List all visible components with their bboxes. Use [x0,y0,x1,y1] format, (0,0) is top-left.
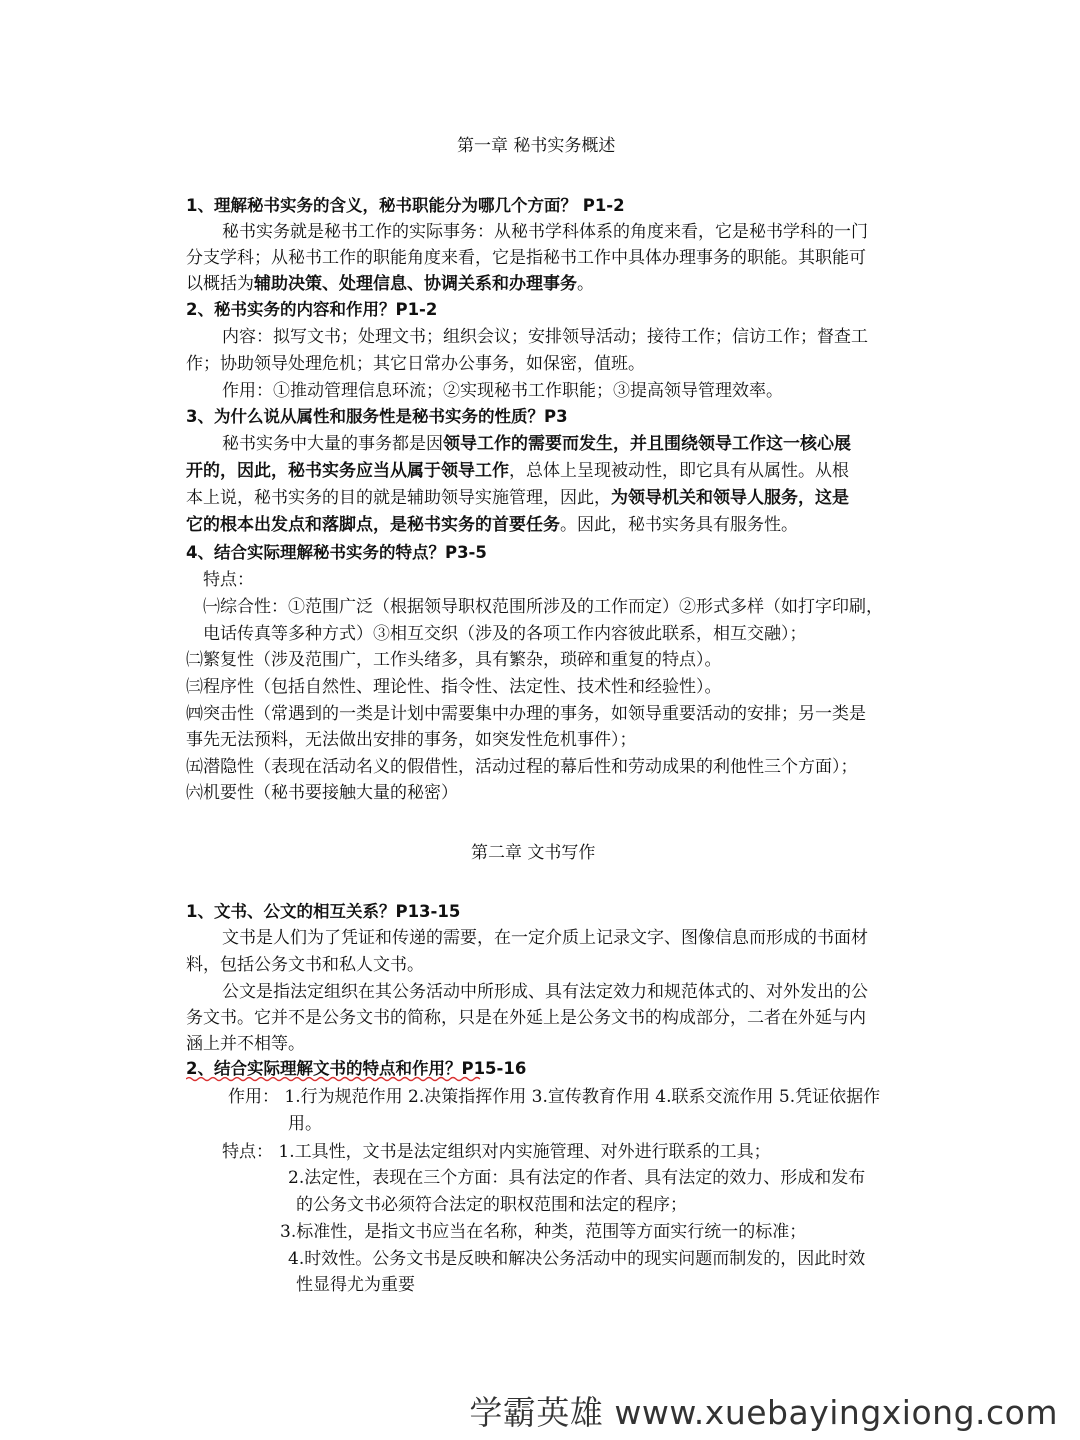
ch2-q2-text: 2.法定性，表现在三个方面：具有法定的作者、具有法定的效力、形成和发布 [288,1168,866,1188]
ch2-q1-text: 涵上并不相等。 [186,1034,305,1054]
ch1-q1-text: 秘书实务就是秘书工作的实际事务：从秘书学科体系的角度来看，它是秘书学科的一门 [222,222,868,242]
ch1-q4-text: ㈣突击性（常遇到的一类是计划中需要集中办理的事务，如领导重要活动的安排；另一类是 [186,704,866,724]
ch2-q2-text: 3.标准性，是指文书应当在名称，种类，范围等方面实行统一的标准； [280,1222,807,1242]
ch2-q2-text: 作用： 1.行为规范作用 2.决策指挥作用 3.宣传教育作用 4.联系交流作用 5.凭证依据作 [228,1087,881,1107]
ch1-q4-text: ㈤潜隐性（表现在活动名义的假借性，活动过程的幕后性和劳动成果的利他性三个方面）； [186,757,858,777]
ch2-q2-heading: 2、结合实际理解文书的特点和作用？P15-16 [186,1059,527,1078]
ch1-q3-text: 开的，因此，秘书实务应当从属于领导工作，总体上呈现被动性，即它具有从属性。从根 [186,461,849,481]
ch2-q2-text: 用。 [288,1114,322,1134]
ch1-q1-text: 分支学科；从秘书工作的职能角度来看，它是指秘书工作中具体办理事务的职能。其职能可 [186,248,866,268]
ch1-q2-heading: 2、秘书实务的内容和作用？P1-2 [186,300,438,319]
ch1-q3-heading: 3、为什么说从属性和服务性是秘书实务的性质？P3 [186,407,568,426]
ch1-q4-text: 事先无法预料，无法做出安排的事务，如突发性危机事件）； [186,730,637,750]
spellcheck-squiggle [186,1076,484,1082]
ch1-q3-text: 秘书实务中大量的事务都是因领导工作的需要而发生，并且围绕领导工作这一核心展 [222,434,851,454]
ch2-q2-text: 的公务文书必须符合法定的职权范围和法定的程序； [296,1195,687,1215]
ch1-q4-text: 特点： [203,570,254,590]
ch2-q2-text: 4.时效性。公务文书是反映和解决公务活动中的现实问题而制发的，因此时效 [288,1249,866,1269]
chapter1-title: 第一章 秘书实务概述 [457,136,616,156]
ch1-q1-text: 以概括为辅助决策、处理信息、协调关系和办理事务。 [186,274,594,294]
watermark: 学霸英雄 www.xuebayingxiong.com [469,1393,1058,1432]
ch1-q1-heading: 1、理解秘书实务的含义，秘书职能分为哪几个方面？ P1-2 [186,196,625,215]
ch2-q1-text: 文书是人们为了凭证和传递的需要，在一定介质上记录文字、图像信息而形成的书面材 [222,928,868,948]
ch1-q3-text: 本上说，秘书实务的目的就是辅助领导实施管理，因此，为领导机关和领导人服务，这是 [186,488,849,508]
ch2-q1-heading: 1、文书、公文的相互关系？P13-15 [186,902,461,921]
ch1-q2-text: 作；协助领导处理危机；其它日常办公事务，如保密，值班。 [186,354,645,374]
ch2-q1-text: 公文是指法定组织在其公务活动中所形成、具有法定效力和规范体式的、对外发出的公 [222,982,868,1002]
ch1-q2-text: 内容：拟写文书；处理文书；组织会议；安排领导活动；接待工作；信访工作；督查工 [222,327,868,347]
ch1-q4-heading: 4、结合实际理解秘书实务的特点？P3-5 [186,543,487,562]
ch1-q4-text: ㈢程序性（包括自然性、理论性、指令性、法定性、技术性和经验性）。 [186,677,722,697]
ch1-q2-text: 作用：①推动管理信息环流；②实现秘书工作职能；③提高领导管理效率。 [222,381,783,401]
chapter2-title: 第二章 文书写作 [471,843,596,863]
ch1-q4-text: ㈡繁复性（涉及范围广，工作头绪多，具有繁杂，琐碎和重复的特点）。 [186,650,722,670]
ch2-q1-text: 料，包括公务文书和私人文书。 [186,955,424,975]
ch2-q2-text: 性显得尤为重要 [296,1275,415,1295]
ch2-q1-text: 务文书。它并不是公务文书的简称，只是在外延上是公务文书的构成部分，二者在外延与内 [186,1008,866,1028]
ch2-q2-text: 特点： 1.工具性，文书是法定组织对内实施管理、对外进行联系的工具； [222,1142,771,1162]
ch1-q4-text: ㈥机要性（秘书要接触大量的秘密） [186,783,458,803]
ch1-q4-text: ㈠综合性：①范围广泛（根据领导职权范围所涉及的工作而定）②形式多样（如打字印刷， [203,597,883,617]
ch1-q4-text: 电话传真等多种方式）③相互交织（涉及的各项工作内容彼此联系，相互交融）； [203,624,807,644]
ch1-q3-text: 它的根本出发点和落脚点，是秘书实务的首要任务。因此，秘书实务具有服务性。 [186,515,798,535]
